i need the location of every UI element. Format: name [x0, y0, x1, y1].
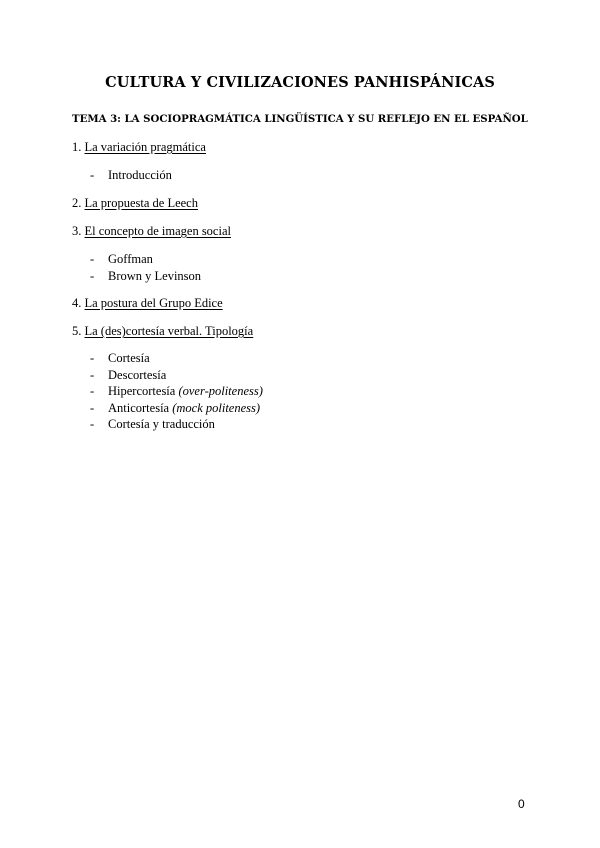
- bullet-dash: -: [90, 367, 95, 382]
- list-item: [90, 416, 263, 433]
- list-item-text: Brown y Levinson: [108, 268, 202, 283]
- list-item: [90, 367, 263, 384]
- bullet-dash: -: [90, 400, 95, 415]
- list-item-text: Anticortesía: [108, 400, 170, 415]
- bullet-dash: -: [90, 351, 95, 365]
- document-subtitle: TEMA 3: LA SOCIOPRAGMÁTICA LINGÜÍSTICA Y SU REFLEJO EN EL ESPAÑOL: [72, 113, 528, 125]
- section-heading: La postura del Grupo Edice: [84, 296, 223, 310]
- list-item: [90, 251, 201, 268]
- section-3: [72, 224, 231, 239]
- list-item: [90, 400, 263, 417]
- list-item: [90, 268, 201, 285]
- page-number: 0: [518, 797, 525, 811]
- section-1: [72, 140, 206, 155]
- section-heading: La variación pragmática: [84, 140, 206, 154]
- section-heading: El concepto de imagen social: [84, 224, 231, 238]
- list-item-text: Cortesía: [108, 351, 150, 365]
- section-heading: La propuesta de Leech: [84, 196, 198, 210]
- section-heading: La (des)cortesía verbal. Tipología: [84, 324, 254, 338]
- section-number: 4.: [72, 296, 82, 310]
- list-item-note: (mock politeness): [172, 400, 261, 415]
- list-item-text: Hipercortesía: [108, 384, 176, 398]
- section-1-items: [90, 167, 172, 184]
- section-5: [72, 324, 253, 339]
- bullet-dash: -: [90, 252, 95, 266]
- section-2: [72, 196, 198, 211]
- section-number: 1.: [72, 140, 82, 154]
- bullet-dash: -: [90, 268, 95, 283]
- bullet-dash: -: [90, 168, 95, 182]
- list-item: [90, 383, 263, 400]
- section-number: 3.: [72, 224, 82, 238]
- bullet-dash: -: [90, 417, 95, 431]
- section-4: [72, 296, 223, 311]
- list-item: [90, 167, 172, 184]
- section-number: 5.: [72, 324, 82, 338]
- list-item-text: Descortesía: [108, 367, 167, 382]
- list-item: [90, 350, 263, 367]
- section-3-items: [90, 251, 201, 284]
- bullet-dash: -: [90, 384, 95, 398]
- list-item-text: Goffman: [108, 252, 153, 266]
- document-title: CULTURA Y CIVILIZACIONES PANHISPÁNICAS: [105, 74, 495, 91]
- list-item-text: Cortesía y traducción: [108, 417, 215, 431]
- list-item-note: (over-politeness): [178, 384, 263, 398]
- list-item-text: Introducción: [108, 168, 172, 182]
- section-number: 2.: [72, 196, 82, 210]
- section-5-items: [90, 350, 263, 433]
